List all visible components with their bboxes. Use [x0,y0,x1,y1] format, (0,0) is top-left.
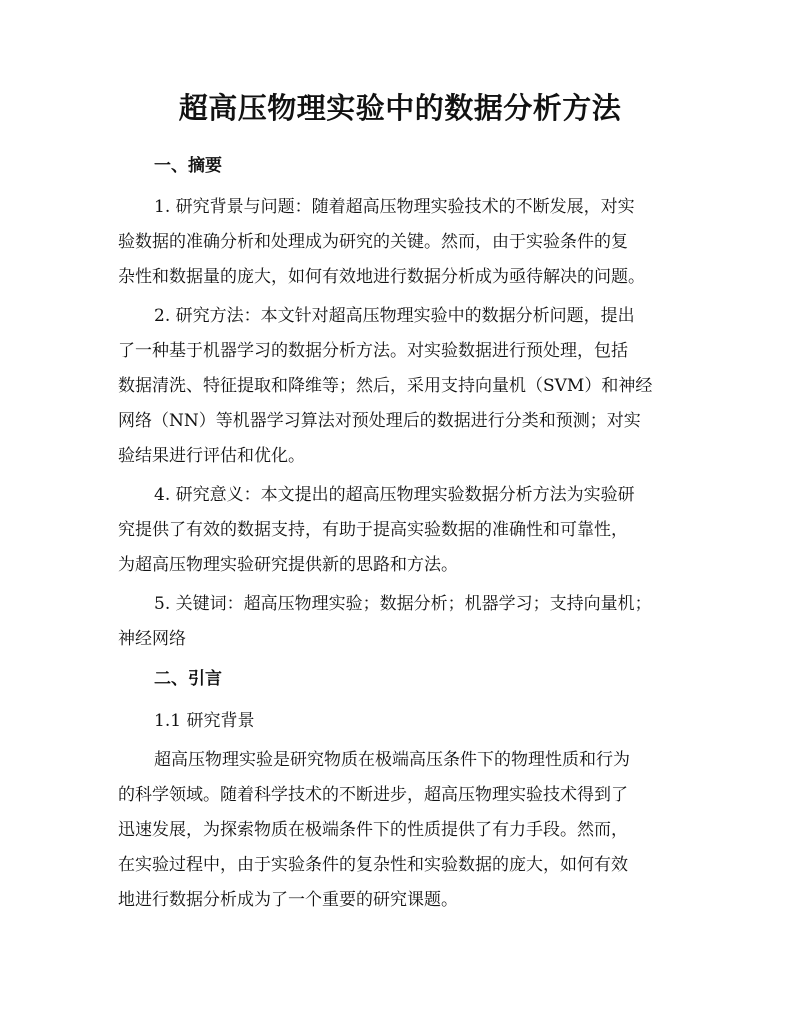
abstract-paragraph-keywords [118,587,682,657]
abstract-paragraph-background [118,190,682,295]
text-line: 4. 研究意义：本文提出的超高压物理实验数据分析方法为实验研 [154,485,635,505]
section-heading-abstract: 一、摘要 [154,156,222,176]
text-line: 验结果进行评估和优化。 [118,446,305,466]
text-line: 了一种基于机器学习的数据分析方法。对实验数据进行预处理，包括 [118,341,628,361]
text-line: 神经网络 [118,629,186,649]
text-line: 网络（NN）等机器学习算法对预处理后的数据进行分类和预测；对实 [118,411,641,431]
text-line: 究提供了有效的数据支持，有助于提高实验数据的准确性和可靠性， [118,520,628,540]
text-line: 超高压物理实验是研究物质在极端高压条件下的物理性质和行为 [154,750,630,770]
text-line: 5. 关键词：超高压物理实验；数据分析；机器学习；支持向量机； [154,594,652,614]
text-line: 1. 研究背景与问题：随着超高压物理实验技术的不断发展，对实 [154,197,635,217]
text-line: 数据清洗、特征提取和降维等；然后，采用支持向量机（SVM）和神经 [118,376,653,396]
intro-paragraph [118,743,682,918]
text-line: 地进行数据分析成为了一个重要的研究课题。 [118,890,458,910]
text-line: 迅速发展，为探索物质在极端条件下的性质提供了有力手段。然而， [118,820,628,840]
section-heading-introduction: 二、引言 [154,669,222,689]
abstract-paragraph-method [118,299,682,474]
subsection-heading-background: 1.1 研究背景 [154,711,255,731]
text-line: 的科学领域。随着科学技术的不断进步，超高压物理实验技术得到了 [118,785,628,805]
text-line: 验数据的准确分析和处理成为研究的关键。然而，由于实验条件的复 [118,232,628,252]
text-line: 在实验过程中，由于实验条件的复杂性和实验数据的庞大，如何有效 [118,855,628,875]
text-line: 杂性和数据量的庞大，如何有效地进行数据分析成为亟待解决的问题。 [118,267,645,287]
text-line: 为超高压物理实验研究提供新的思路和方法。 [118,555,458,575]
text-line: 2. 研究方法：本文针对超高压物理实验中的数据分析问题，提出 [154,306,635,326]
abstract-paragraph-significance [118,478,682,583]
document-title: 超高压物理实验中的数据分析方法 [178,91,622,125]
